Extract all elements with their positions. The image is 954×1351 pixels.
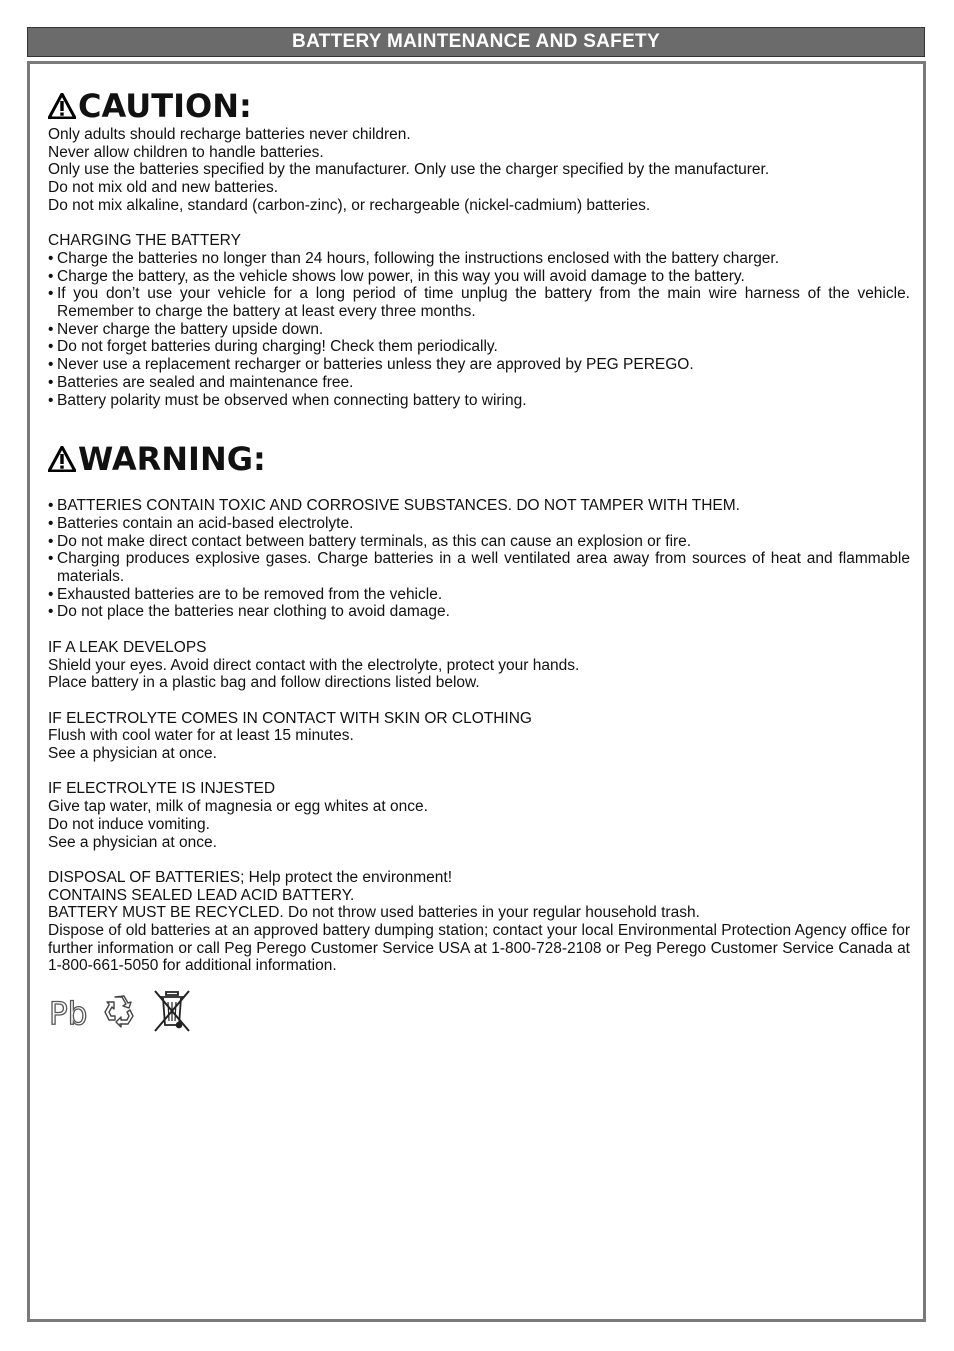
- caution-line: Only adults should recharge batteries never children.: [48, 126, 411, 143]
- recycle-icon: [102, 993, 138, 1029]
- page-title: BATTERY MAINTENANCE AND SAFETY: [292, 31, 660, 52]
- disposal-line: DISPOSAL OF BATTERIES; Help protect the environment!: [48, 868, 453, 886]
- list-item: • Charge the batteries no longer than 24 hours, following the instructions enclosed with the battery charger.: [48, 249, 780, 267]
- content: [48, 86, 910, 1033]
- list-item: • Do not forget batteries during charging! Check them periodically.: [48, 338, 498, 356]
- caution-title: CAUTION:: [78, 87, 252, 125]
- ingested-line: See a physician at once.: [48, 833, 217, 851]
- warning-heading: [48, 439, 910, 479]
- disposal-line: CONTAINS SEALED LEAD ACID BATTERY.: [48, 886, 355, 904]
- list-item: • Batteries are sealed and maintenance free.: [48, 373, 354, 391]
- disposal-paragraph: Dispose of old batteries at an approved battery dumping station; contact your local Environmental Protection Agency office for further information or call Peg Perego Customer Service USA at 1-800-728-2108 or Peg Perego Customer Service Canada at 1-800-661-5050 for additional information.: [48, 922, 910, 975]
- caution-line: Do not mix old and new batteries.: [48, 179, 279, 197]
- skin-line: Flush with cool water for at least 15 minutes.: [48, 727, 354, 745]
- ingested-heading: IF ELECTROLYTE IS INJESTED: [48, 780, 276, 798]
- list-item: • BATTERIES CONTAIN TOXIC AND CORROSIVE SUBSTANCES. DO NOT TAMPER WITH THEM.: [48, 497, 740, 515]
- leak-line: Place battery in a plastic bag and follow directions listed below.: [48, 674, 480, 692]
- warning-triangle-icon: [48, 446, 76, 472]
- caution-lines: [48, 126, 910, 215]
- ingested-line: Do not induce vomiting.: [48, 815, 210, 833]
- list-item: • Never use a replacement recharger or batteries unless they are approved by PEG PEREGO.: [48, 356, 694, 374]
- list-item: • Charging produces explosive gases. Charge batteries in a well ventilated area away from sources of heat and flammable materials.: [48, 550, 910, 586]
- list-item: • Do not make direct contact between battery terminals, as this can cause an explosion or fire.: [48, 532, 692, 550]
- skin-line: See a physician at once.: [48, 745, 217, 763]
- warning-triangle-icon: [48, 93, 76, 119]
- ingested-line: Give tap water, milk of magnesia or egg whites at once.: [48, 798, 428, 816]
- caution-line: Only use the batteries specified by the manufacturer. Only use the charger specified by the manufacturer.: [48, 161, 770, 179]
- list-item: • Batteries contain an acid-based electrolyte.: [48, 514, 354, 532]
- charging-list: [48, 250, 910, 409]
- crossed-bin-icon: [152, 989, 192, 1033]
- leak-heading: IF A LEAK DEVELOPS: [48, 638, 207, 656]
- caution-heading: [48, 86, 910, 126]
- list-item: • Exhausted batteries are to be removed from the vehicle.: [48, 585, 443, 603]
- symbol-row: [48, 989, 910, 1033]
- warning-list: [48, 497, 910, 621]
- lead-pb-icon: [48, 994, 88, 1028]
- disposal-line: BATTERY MUST BE RECYCLED. Do not throw used batteries in your regular household trash.: [48, 904, 700, 922]
- caution-line: Never allow children to handle batteries.: [48, 143, 324, 161]
- skin-heading: IF ELECTROLYTE COMES IN CONTACT WITH SKIN OR CLOTHING: [48, 709, 532, 727]
- list-item: • If you don’t use your vehicle for a long period of time unplug the battery from the main wire harness of the vehicle. Remember to charge the battery at least every three months.: [48, 285, 910, 321]
- list-item: • Do not place the batteries near clothing to avoid damage.: [48, 603, 450, 621]
- caution-line: Do not mix alkaline, standard (carbon-zinc), or rechargeable (nickel-cadmium) batteries.: [48, 196, 651, 214]
- list-item: • Never charge the battery upside down.: [48, 320, 324, 338]
- leak-line: Shield your eyes. Avoid direct contact with the electrolyte, protect your hands.: [48, 656, 580, 674]
- lead-pb-label: Pb: [49, 996, 88, 1029]
- warning-title: WARNING:: [78, 440, 266, 479]
- list-item: • Charge the battery, as the vehicle shows low power, in this way you will avoid damage to the battery.: [48, 267, 745, 285]
- list-item: • Battery polarity must be observed when connecting battery to wiring.: [48, 391, 527, 409]
- charging-heading: CHARGING THE BATTERY: [48, 232, 241, 250]
- header-bar: [27, 27, 925, 57]
